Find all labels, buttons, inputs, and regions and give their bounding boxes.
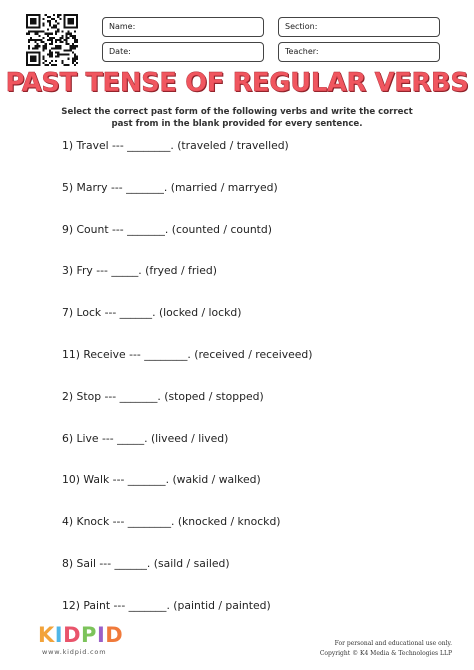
exercise-item[interactable]: 4) Knock --- ________. (knocked / knockd) (62, 515, 281, 529)
page-title: PAST TENSE OF REGULAR VERBS (5, 68, 469, 98)
section-field[interactable] (278, 17, 440, 37)
name-field[interactable] (102, 17, 264, 37)
logo-letter: K (38, 623, 55, 647)
exercise-item[interactable]: 10) Walk --- _______. (wakid / walked) (62, 473, 261, 487)
logo-letter: I (54, 623, 64, 647)
exercise-item[interactable]: 6) Live --- _____. (liveed / lived) (62, 431, 229, 445)
teacher-label: Teacher: (285, 47, 319, 56)
logo-letter: D (105, 623, 124, 647)
footer-line-1: For personal and educational use only. (334, 640, 452, 647)
kidpid-logo (38, 624, 123, 646)
teacher-field[interactable] (278, 42, 440, 62)
instructions-line-1: Select the correct past form of the following verbs and write the correct (61, 107, 413, 117)
footer-line-2: Copyright © K4 Media & Technologies LLP (319, 650, 452, 657)
footer (320, 639, 452, 659)
exercise-item[interactable]: 9) Count --- _______. (counted / countd) (62, 222, 272, 236)
exercise-item[interactable]: 11) Receive --- ________. (received / receiveed) (62, 347, 313, 361)
exercise-item[interactable]: 12) Paint --- _______. (paintid / painted) (62, 598, 271, 612)
logo-url: www.kidpid.com (42, 648, 107, 656)
qr-code-icon (26, 14, 78, 66)
date-field[interactable] (102, 42, 264, 62)
instructions (50, 106, 424, 130)
section-label: Section: (285, 22, 318, 31)
exercise-item[interactable]: 2) Stop --- _______. (stoped / stopped) (62, 389, 264, 403)
instructions-line-2: past from in the blank provided for every sentence. (111, 119, 363, 129)
date-label: Date: (109, 47, 131, 56)
exercise-item[interactable]: 3) Fry --- _____. (fryed / fried) (62, 264, 217, 278)
exercise-list (62, 137, 442, 639)
exercise-item[interactable]: 1) Travel --- ________. (traveled / travelled) (62, 139, 289, 152)
logo-letter: D (63, 623, 82, 647)
logo-letter: P (81, 623, 97, 647)
exercise-item[interactable]: 8) Sail --- ______. (saild / sailed) (62, 556, 230, 570)
exercise-item[interactable]: 5) Marry --- _______. (married / marryed) (62, 180, 278, 194)
exercise-item[interactable]: 7) Lock --- ______. (locked / lockd) (62, 306, 242, 320)
logo-letter: I (96, 623, 106, 647)
name-label: Name: (109, 22, 136, 31)
